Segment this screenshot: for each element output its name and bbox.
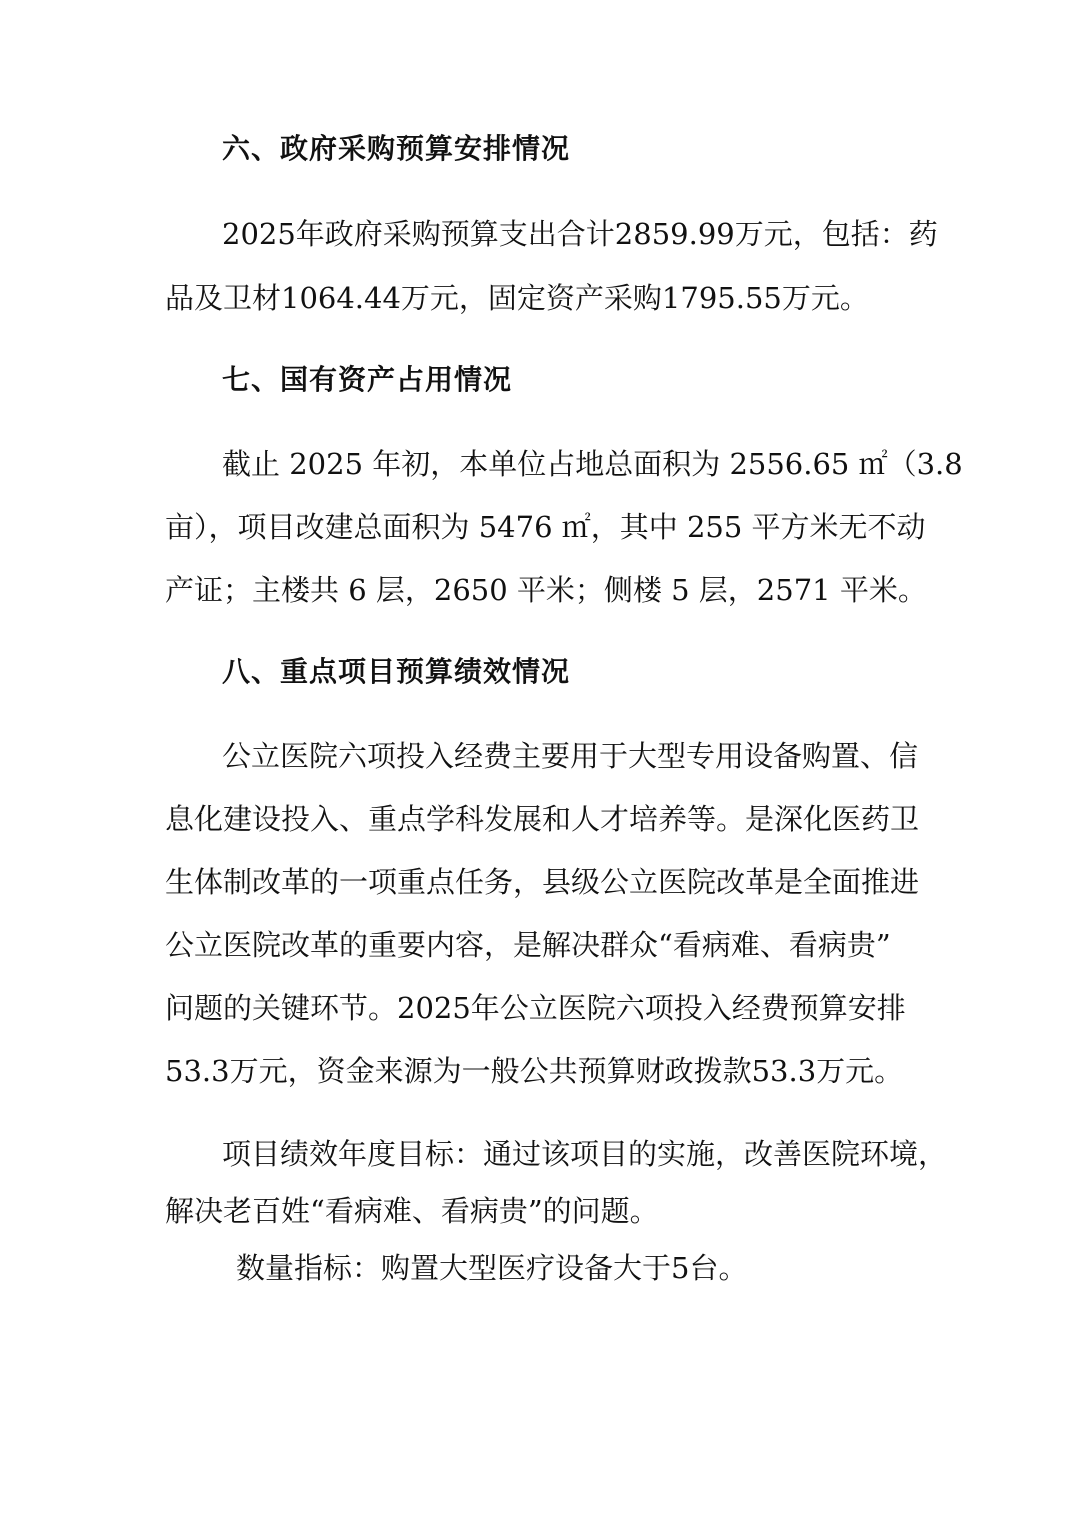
- paragraph-line: 53.3万元，资金来源为一般公共预算财政拨款53.3万元。: [165, 1054, 904, 1088]
- section-heading-procurement: 六、政府采购预算安排情况: [222, 132, 571, 165]
- quantity-indicator: 数量指标：购置大型医疗设备大于5台。: [236, 1251, 748, 1285]
- paragraph-line: 问题的关键环节。2025年公立医院六项投入经费预算安排: [165, 991, 906, 1025]
- paragraph-line: 公立医院改革的重要内容，是解决群众“看病难、看病贵”: [165, 928, 891, 962]
- paragraph-line: 息化建设投入、重点学科发展和人才培养等。是深化医药卫: [165, 802, 920, 836]
- paragraph-line: 公立医院六项投入经费主要用于大型专用设备购置、信: [222, 739, 919, 773]
- paragraph-line: 亩），项目改建总面积为 5476 ㎡，其中 255 平方米无不动: [165, 510, 926, 544]
- goal-line: 项目绩效年度目标：通过该项目的实施，改善医院环境，: [222, 1137, 948, 1171]
- paragraph-line: 截止 2025 年初，本单位占地总面积为 2556.65 ㎡（3.8: [222, 447, 963, 481]
- section-heading-assets: 七、国有资产占用情况: [222, 363, 513, 396]
- paragraph-line: 2025年政府采购预算支出合计2859.99万元，包括：药: [222, 217, 938, 251]
- section-heading-performance: 八、重点项目预算绩效情况: [222, 655, 571, 688]
- paragraph-line: 产证；主楼共 6 层，2650 平米；侧楼 5 层，2571 平米。: [165, 573, 927, 607]
- paragraph-line: 品及卫材1064.44万元，固定资产采购1795.55万元。: [165, 281, 869, 315]
- goal-line: 解决老百姓“看病难、看病贵”的问题。: [165, 1194, 659, 1228]
- paragraph-line: 生体制改革的一项重点任务，县级公立医院改革是全面推进: [165, 865, 920, 899]
